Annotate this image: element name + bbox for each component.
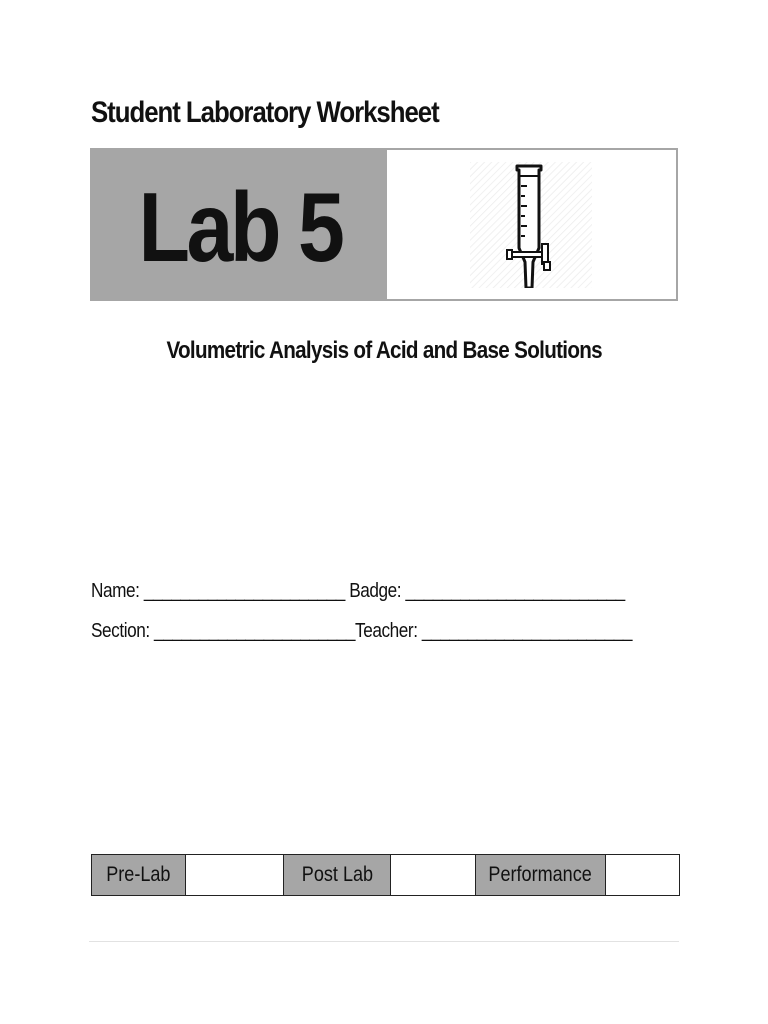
- name-badge-line[interactable]: Name: ______________________ Badge: ________________________: [91, 580, 625, 602]
- pre-lab-label-text: Pre-Lab: [106, 863, 171, 886]
- post-lab-score-cell[interactable]: [391, 855, 476, 896]
- section-teacher-line[interactable]: Section: ______________________Teacher: _______________________: [91, 620, 633, 642]
- worksheet-heading: Student Laboratory Worksheet: [91, 96, 439, 129]
- post-lab-label: [284, 855, 391, 896]
- score-table-row: [92, 855, 680, 896]
- post-lab-label-text: Post Lab: [301, 863, 373, 886]
- performance-label-text: Performance: [488, 863, 593, 886]
- lab-image-panel: [387, 150, 676, 299]
- pre-lab-score-cell[interactable]: [186, 855, 284, 896]
- lab-subtitle-text: Volumetric Analysis of Acid and Base Solutions: [166, 337, 602, 364]
- burette-icon: [470, 162, 592, 288]
- performance-score-cell[interactable]: [606, 855, 680, 896]
- lab-banner: [90, 148, 678, 301]
- lab-number: Lab 5: [138, 171, 341, 282]
- lab-subtitle: [0, 337, 768, 365]
- score-table: [91, 854, 680, 896]
- performance-label: [476, 855, 606, 896]
- footer-divider: [89, 941, 679, 942]
- lab-label-panel: [92, 150, 387, 299]
- pre-lab-label: [92, 855, 186, 896]
